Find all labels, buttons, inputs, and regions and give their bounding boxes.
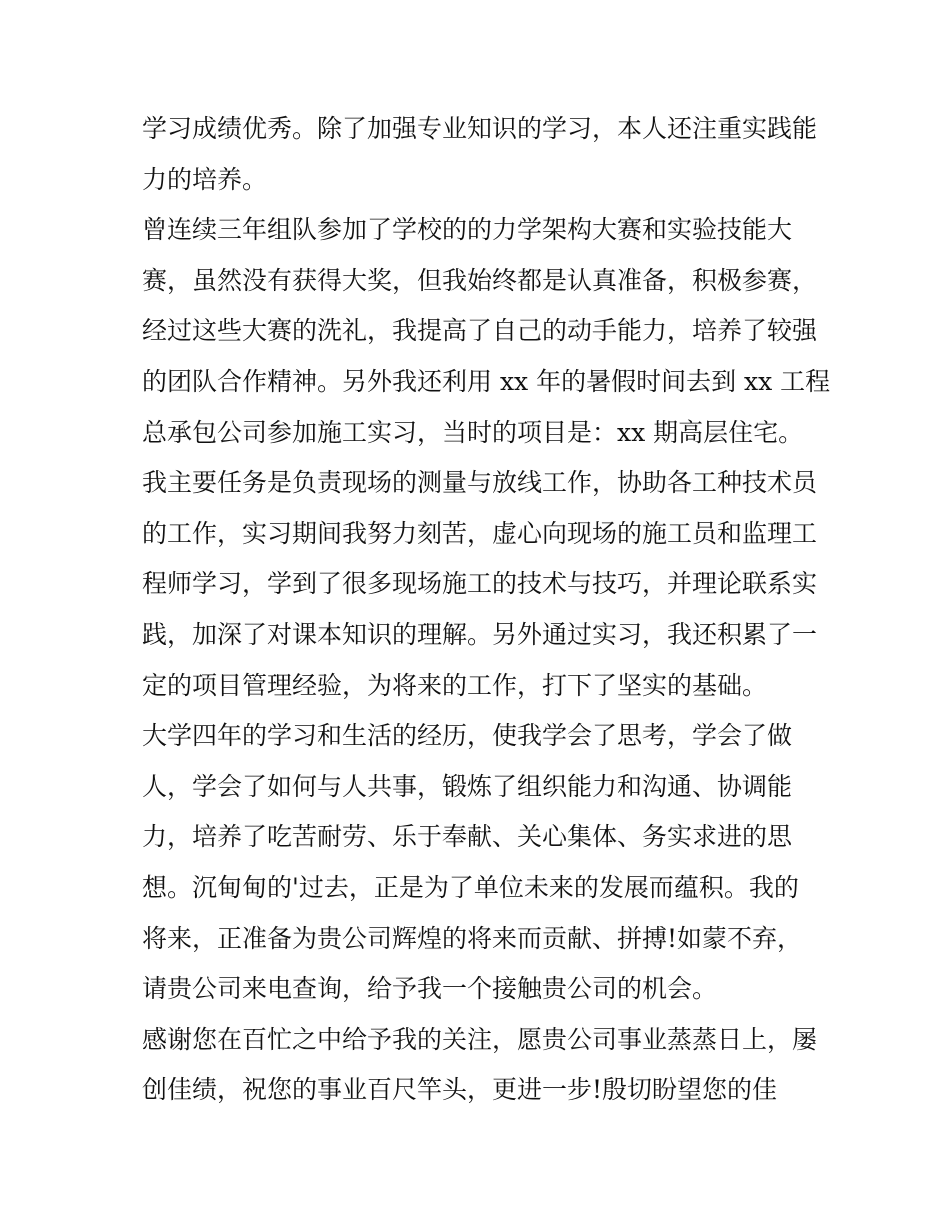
text-line: 想。沉甸甸的'过去，正是为了单位未来的发展而蕴积。我的: [142, 872, 799, 902]
text-line: 经过这些大赛的洗礼，我提高了自己的动手能力，培养了较强: [142, 316, 818, 346]
text-line: 我主要任务是负责现场的测量与放线工作，协助各工种技术员: [142, 468, 818, 498]
text-line: 人，学会了如何与人共事，锻炼了组织能力和沟通、协调能: [142, 771, 793, 801]
text-line: 的团队合作精神。另外我还利用 xx 年的暑假时间去到 xx 工程: [142, 366, 831, 396]
text-line: 曾连续三年组队参加了学校的的力学架构大赛和实验技能大: [142, 215, 793, 245]
text-line: 感谢您在百忙之中给予我的关注，愿贵公司事业蒸蒸日上，屡: [142, 1024, 818, 1054]
text-line: 创佳绩，祝您的事业百尺竿头，更进一步!殷切盼望您的佳: [142, 1075, 778, 1105]
text-line: 总承包公司参加施工实习，当时的项目是：xx 期高层住宅。: [142, 417, 804, 447]
text-line: 赛，虽然没有获得大奖，但我始终都是认真准备，积极参赛，: [142, 265, 818, 295]
text-line: 定的项目管理经验，为将来的工作，打下了坚实的基础。: [142, 670, 768, 700]
text-line: 请贵公司来电查询，给予我一个接触贵公司的机会。: [142, 974, 718, 1004]
text-line: 程师学习，学到了很多现场施工的技术与技巧，并理论联系实: [142, 569, 818, 599]
text-line: 的工作，实习期间我努力刻苦，虚心向现场的施工员和监理工: [142, 518, 818, 548]
text-line: 力的培养。: [142, 164, 268, 194]
text-line: 大学四年的学习和生活的经历，使我学会了思考，学会了做: [142, 721, 793, 751]
body-text: [142, 104, 831, 1116]
text-line: 力，培养了吃苦耐劳、乐于奉献、关心集体、务实求进的思: [142, 822, 793, 852]
text-line: 将来，正准备为贵公司辉煌的将来而贡献、拼搏!如蒙不弃，: [142, 923, 803, 953]
text-line: 践，加深了对课本知识的理解。另外通过实习，我还积累了一: [142, 619, 818, 649]
text-line: 学习成绩优秀。除了加强专业知识的学习，本人还注重实践能: [142, 114, 818, 143]
